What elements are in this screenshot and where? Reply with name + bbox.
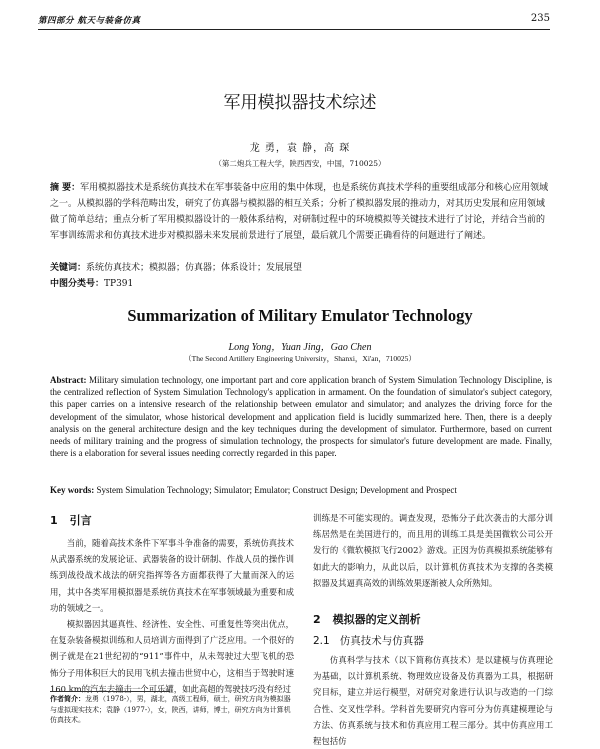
- page-number: 235: [530, 13, 550, 24]
- chinese-abstract-label: 摘 要：: [50, 183, 81, 193]
- right-column-body: [313, 510, 553, 591]
- footnote-text: 龙勇（1978-），男，湖北，高级工程师，硕士，研究方向为模拟器与虚拟现实技术；袁静（1977-），女，陕西，讲师，博士，研究方向为计算机仿真技术。: [50, 695, 291, 724]
- continued-paragraph: 训练是不可能实现的。调查发现，恐怖分子此次袭击的大部分训练居然是在美国进行的，而且用的训练工具是美国微软公司公开发行的《微软模拟飞行2002》游戏。正因为仿真模拟系统能够有如此大的影响力，从此以后，以计算机仿真技术为支撑的各类模拟器及其逼真高效的训练效果逐渐被人众所熟知。: [313, 513, 553, 588]
- section-2-number: 2: [313, 613, 321, 626]
- footnote-label: 作者简介：: [50, 694, 85, 703]
- author-footnote: [50, 694, 294, 726]
- english-affiliation: （The Second Artillery Engineering University，Shanxi，Xi'an，710025）: [184, 354, 416, 363]
- chinese-abstract: [50, 180, 550, 244]
- footnote-rule: [50, 691, 170, 692]
- chinese-authors: 龙 勇，袁 静，高 琛: [249, 143, 351, 154]
- chinese-abstract-text: 军用模拟器技术是系统仿真技术在军事装备中应用的集中体现，也是系统仿真技术学科的重要组成部分和核心应用领域之一。从模拟器的学科范畴出发，研究了仿真器与模拟器的相互关系；分析了模拟器发展的推动力，对其历史发展和应用领域做了简单总结；重点分析了军用模拟器设计的一般体系结构，对研制过程中的环境模拟等关键技术进行了讨论，并结合当前的军事训练需求和仿真技术进步对模拟器未来发展前景进行了展望，最后就几个需要正确看待的问题进行了阐述。: [50, 183, 549, 241]
- section-1-title: 引言: [69, 514, 92, 527]
- section-1-number: 1: [50, 514, 58, 527]
- section-2-heading: [313, 611, 421, 627]
- subsection-2-1-heading: [313, 633, 424, 648]
- section-1-paragraph: 当前，随着高技术条件下军事斗争准备的需要，系统仿真技术从武器系统的发展论证、武器装备的设计研制、作战人员的操作训练到战役战术战法的研究指挥等各方面都获得了大量而深入的运用，其中各类军用模拟器是系统仿真技术在军事领域最为重要和成功的领域之一。: [50, 538, 294, 613]
- english-authors: Long Yong，Yuan Jing，Gao Chen: [228, 342, 372, 353]
- chinese-keywords: [50, 260, 550, 276]
- english-keywords-text: System Simulation Technology; Simulator; Emulator; Construct Design; Development and Prospect: [96, 485, 457, 495]
- subsection-2-1-number: 2.1: [313, 635, 330, 647]
- section-1-paragraph: 模拟器因其逼真性、经济性、安全性、可重复性等突出优点，在复杂装备模拟训练和人员培训方面得到了广泛应用。一个很好的例子就是在21世纪初的“911”事件中，从未驾驶过大型飞机的恐怖分子用体积巨大的民用飞机去撞击世贸中心，这相当于驾驶时速160 km的汽车去撞击一个可乐罐，如此高超的驾驶技巧没有经过: [50, 619, 294, 694]
- chinese-title: 军用模拟器技术综述: [223, 93, 377, 113]
- english-abstract: [50, 374, 552, 459]
- section-1-heading: [50, 512, 92, 528]
- subsection-2-1-title: 仿真技术与仿真器: [339, 635, 424, 647]
- english-abstract-text: Military simulation technology, one important part and core application branch of System Simulation Technology Discipline, is the centralized reflection of System Simulation Technology's application in armament. On the foundation of simulator's subject category, this paper carries on a intensive research of the relationship between emulator and simulator; and analyzes the driving force for the development of the simulator, whose historical development and application field is lucidly summarized here. Then, there is a deeply analysis on the general architecture design and the key techniques during the development of simulator. Furthermore, based on current needs of military training and the progress of simulation technology, the prospects for simulator's future development are made. Finally, there is a elaboration for several issues needing correctly regarded in this paper.: [50, 375, 553, 459]
- classification-label: 中图分类号：: [50, 279, 105, 289]
- english-title: Summarization of Military Emulator Technology: [127, 306, 473, 325]
- running-header-section: 第四部分 航天与装备仿真: [38, 16, 141, 26]
- subsection-2-1-body: [313, 652, 553, 749]
- chinese-affiliation: （第二炮兵工程大学，陕西西安，中国，710025）: [214, 159, 386, 168]
- subsection-2-1-paragraph: 仿真科学与技术（以下简称仿真技术）是以建模与仿真理论为基础，以计算机系统、物理效应设备及仿真器为工具，根据研究目标，建立并运行模型，对研究对象进行认识与改造的一门综合性、交叉性学科。学科首先要研究内容可分为仿真建模理论与方法、仿真系统与技术和仿真应用工程三部分。其中仿真应用工程包括仿: [313, 655, 553, 747]
- chinese-keywords-label: 关键词：: [50, 263, 87, 273]
- classification-number: TP391: [104, 279, 134, 289]
- section-2-title: 模拟器的定义剖析: [332, 613, 421, 626]
- english-abstract-label: Abstract:: [50, 375, 87, 385]
- header-rule: [38, 29, 550, 30]
- english-keywords-label: Key words:: [50, 485, 95, 495]
- english-keywords: [50, 484, 552, 496]
- chinese-classification: [50, 276, 133, 289]
- left-column-body: [50, 535, 294, 697]
- chinese-keywords-text: 系统仿真技术；模拟器；仿真器；体系设计；发展展望: [86, 263, 303, 273]
